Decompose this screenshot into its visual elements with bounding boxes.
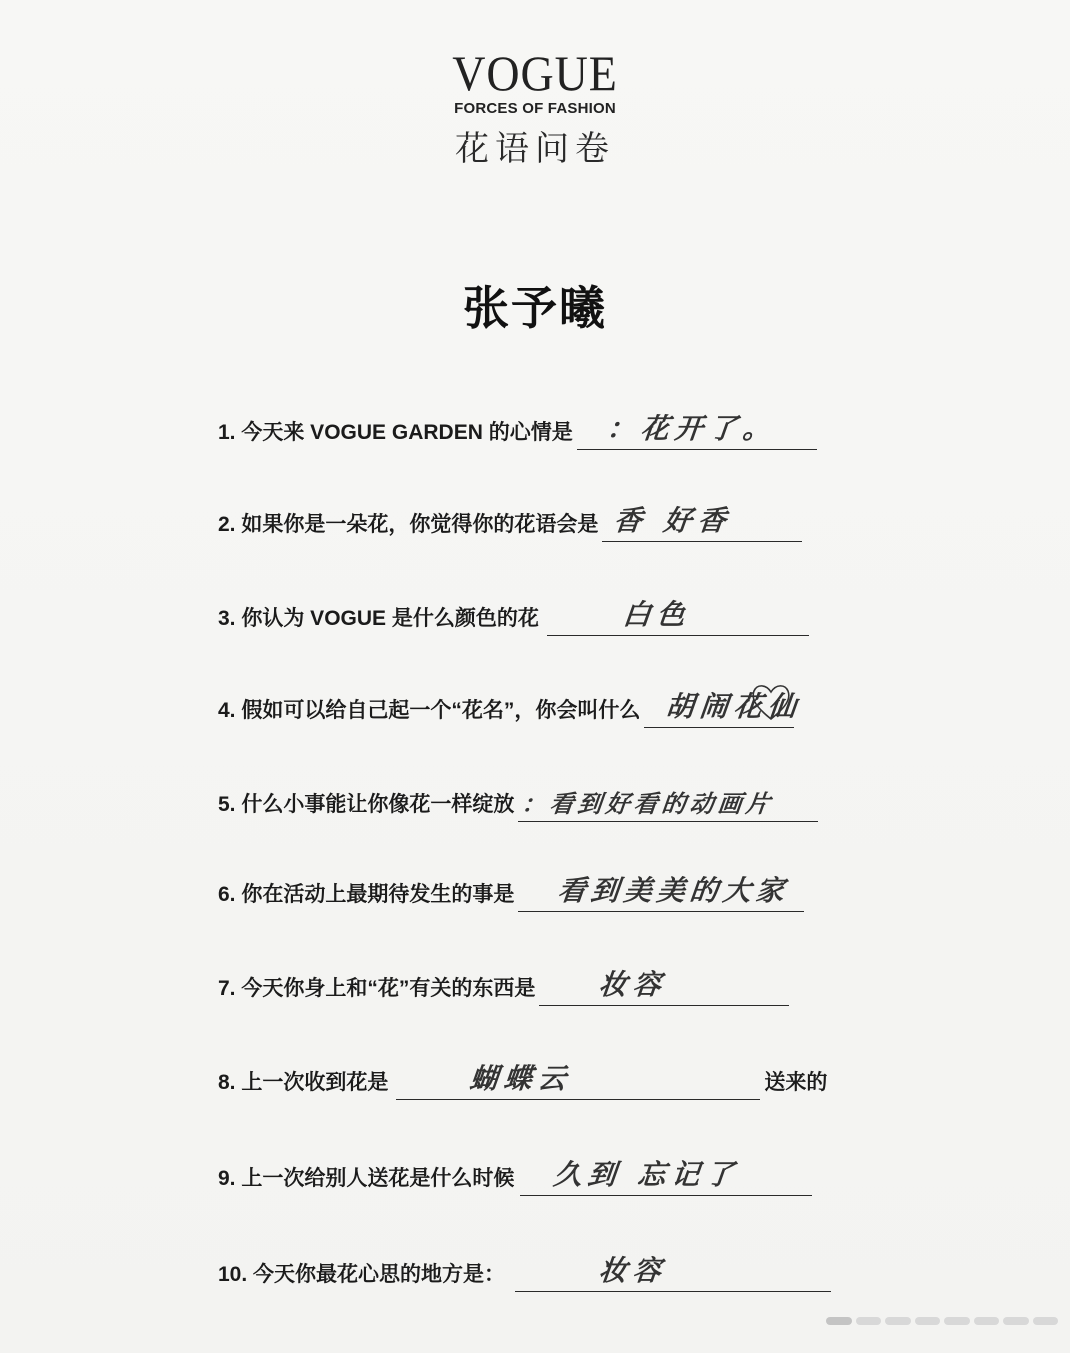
question-row xyxy=(218,782,818,822)
handwritten-answer: 久到 忘记了 xyxy=(552,1158,742,1191)
answer-line xyxy=(602,505,802,542)
question-row xyxy=(218,872,804,912)
question-label: 1. 今天来 VOGUE GARDEN 的心情是 xyxy=(218,421,573,444)
answer-line xyxy=(520,1159,812,1196)
answer-line xyxy=(518,875,804,912)
question-suffix: 送来的 xyxy=(764,1071,828,1094)
handwritten-answer: 看到美美的大家 xyxy=(556,874,791,907)
page-dot[interactable] xyxy=(1003,1317,1029,1325)
handwritten-answer: ：看到好看的动画片 xyxy=(520,789,776,818)
question-row xyxy=(218,596,809,636)
page-dot[interactable] xyxy=(974,1317,1000,1325)
question-row xyxy=(218,1156,812,1196)
handwritten-answer: ：花开了。 xyxy=(604,412,779,445)
handwritten-answer: 香 好香 xyxy=(612,504,734,537)
question-row xyxy=(218,966,789,1006)
answer-line xyxy=(396,1063,760,1100)
question-label: 7. 今天你身上和“花”有关的东西是 xyxy=(218,977,536,1000)
respondent-name: 张予曦 xyxy=(463,281,607,335)
handwritten-answer: 胡闹花仙 xyxy=(664,690,804,723)
gallery-page-indicator[interactable] xyxy=(826,1317,1058,1329)
question-label: 6. 你在活动上最期待发生的事是 xyxy=(218,883,515,906)
heart-doodle-icon xyxy=(752,689,790,727)
vogue-logo: VOGUE xyxy=(452,45,618,101)
page-dot[interactable] xyxy=(826,1317,852,1325)
answer-line xyxy=(539,969,789,1006)
handwritten-answer: 妆容 xyxy=(597,1254,669,1287)
handwritten-answer: 蝴蝶云 xyxy=(468,1062,574,1095)
question-row xyxy=(218,1252,831,1292)
handwritten-answer: 白色 xyxy=(620,598,693,631)
question-row xyxy=(218,688,804,728)
answer-line xyxy=(518,785,818,822)
page-dot[interactable] xyxy=(915,1317,941,1325)
question-label: 3. 你认为 VOGUE 是什么颜色的花 xyxy=(218,607,539,630)
question-row xyxy=(218,502,802,542)
question-row xyxy=(218,410,817,450)
answer-line xyxy=(547,599,809,636)
questionnaire-title: 花语问卷 xyxy=(455,129,615,169)
question-label: 8. 上一次收到花是 xyxy=(218,1071,389,1094)
answer-line xyxy=(644,690,804,728)
question-label: 9. 上一次给别人送花是什么时候 xyxy=(218,1167,515,1190)
answer-line xyxy=(515,1255,831,1292)
handwritten-answer: 妆容 xyxy=(597,968,669,1001)
question-label: 10. 今天你最花心思的地方是： xyxy=(218,1263,506,1286)
question-label: 2. 如果你是一朵花，你觉得你的花语会是 xyxy=(218,513,599,536)
page-dot[interactable] xyxy=(885,1317,911,1325)
question-label: 5. 什么小事能让你像花一样绽放 xyxy=(218,793,515,816)
question-label: 4. 假如可以给自己起一个“花名”，你会叫什么 xyxy=(218,699,641,722)
brand-tagline: FORCES OF FASHION xyxy=(454,100,616,117)
page-dot[interactable] xyxy=(944,1317,970,1325)
page-dot[interactable] xyxy=(1033,1317,1059,1325)
question-row xyxy=(218,1060,827,1100)
answer-line xyxy=(577,413,817,450)
brand-header xyxy=(0,45,1070,170)
page-dot[interactable] xyxy=(856,1317,882,1325)
